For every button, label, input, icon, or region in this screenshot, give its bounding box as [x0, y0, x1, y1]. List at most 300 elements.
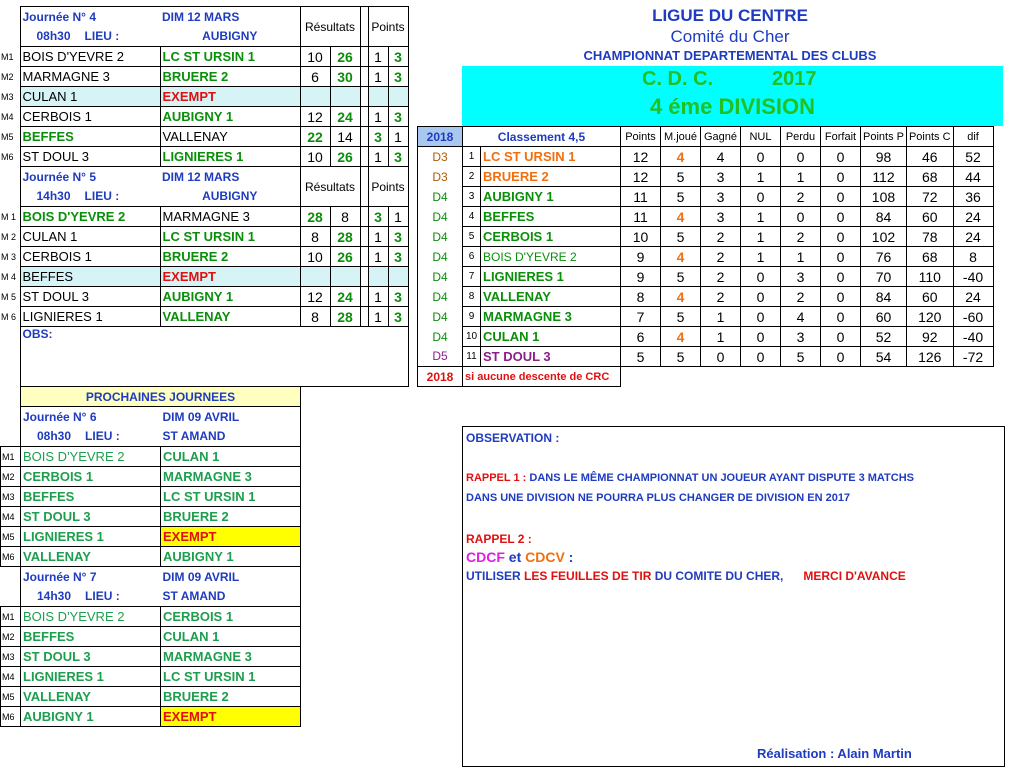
match-number: M4: [1, 507, 21, 527]
match-number: M 4: [0, 267, 20, 287]
points-for: 112: [861, 167, 907, 187]
division-title: 4 éme DIVISION: [649, 94, 816, 119]
away-team: LIGNIERES 1: [160, 147, 300, 167]
points: 9: [621, 247, 661, 267]
wins: 4: [701, 147, 741, 167]
wins: 3: [701, 207, 741, 227]
away-points: 3: [388, 247, 408, 267]
team-name: BRUERE 2: [481, 167, 621, 187]
losses: 1: [781, 247, 821, 267]
match-number: M5: [1, 527, 21, 547]
away-score: 8: [330, 207, 360, 227]
home-team: BEFFES: [21, 627, 161, 647]
points: 5: [621, 347, 661, 367]
home-team: CERBOIS 1: [20, 107, 160, 127]
j4-points-header: Points: [368, 7, 408, 47]
division-label: D4: [418, 267, 463, 287]
forfeits: 0: [821, 247, 861, 267]
home-points: [368, 87, 388, 107]
match-number: M4: [1, 667, 21, 687]
j6-venue: ST AMAND: [161, 427, 301, 447]
home-team: VALLENAY: [21, 547, 161, 567]
wins: 1: [701, 327, 741, 347]
standings-title: Classement 4,5: [463, 127, 621, 147]
away-points: 3: [388, 67, 408, 87]
points-against: 126: [906, 347, 953, 367]
points-for: 84: [861, 287, 907, 307]
upcoming-match: [1, 667, 301, 687]
points-for: 84: [861, 207, 907, 227]
match-number: M 2: [1, 231, 17, 242]
team-name: BOIS D'YEVRE 2: [481, 247, 621, 267]
away-points: 3: [388, 107, 408, 127]
match-number: M 5: [1, 291, 17, 302]
home-team: BEFFES: [20, 127, 160, 147]
et-label: et: [504, 549, 526, 565]
points: 8: [621, 287, 661, 307]
losses: 5: [781, 347, 821, 367]
points: 7: [621, 307, 661, 327]
difference: 24: [953, 207, 993, 227]
team-name: CERBOIS 1: [481, 227, 621, 247]
wins: 3: [701, 167, 741, 187]
difference: 24: [953, 227, 993, 247]
home-team: MARMAGNE 3: [20, 67, 160, 87]
away-team: MARMAGNE 3: [160, 207, 300, 227]
wins: 3: [701, 187, 741, 207]
draws: 1: [741, 167, 781, 187]
home-team: BEFFES: [21, 487, 161, 507]
home-points: 3: [368, 207, 388, 227]
j5-lieu-label: LIEU :: [84, 189, 120, 204]
home-points: 1: [368, 67, 388, 87]
upcoming-match: [1, 487, 301, 507]
losses: 4: [781, 307, 821, 327]
upcoming-match: [1, 527, 301, 547]
home-score: 22: [300, 127, 330, 147]
home-team: LIGNIERES 1: [21, 667, 161, 687]
home-team: VALLENAY: [21, 687, 161, 707]
away-team: BRUERE 2: [161, 687, 301, 707]
match-number: M3: [1, 487, 21, 507]
team-name: VALLENAY: [481, 287, 621, 307]
home-team: CULAN 1: [20, 87, 160, 107]
difference: 52: [953, 147, 993, 167]
home-score: 12: [300, 287, 330, 307]
away-team: LC ST URSIN 1: [161, 487, 301, 507]
division-label: D3: [418, 167, 463, 187]
observation-box: [462, 426, 1005, 767]
obs-label: OBS:: [20, 327, 408, 347]
match-number: M 6: [1, 311, 17, 322]
standings-row: [418, 327, 994, 347]
points-for: 54: [861, 347, 907, 367]
matches-played: 4: [661, 247, 701, 267]
away-team: CULAN 1: [161, 627, 301, 647]
j5-match: [0, 307, 408, 327]
j5-match: [0, 247, 408, 267]
league-title: LIGUE DU CENTRE: [652, 6, 808, 25]
rank: 2: [463, 167, 481, 187]
rank: 6: [463, 247, 481, 267]
wins: 1: [701, 307, 741, 327]
away-score: 24: [330, 107, 360, 127]
standings-row: [418, 287, 994, 307]
j4-match: [0, 67, 408, 87]
forfeits: 0: [821, 287, 861, 307]
draws: 0: [741, 287, 781, 307]
match-number: M2: [1, 467, 21, 487]
draws: 0: [741, 327, 781, 347]
away-team: CULAN 1: [161, 447, 301, 467]
division-label: D4: [418, 187, 463, 207]
matches-played: 5: [661, 267, 701, 287]
division-label: D4: [418, 227, 463, 247]
away-points: [388, 87, 408, 107]
home-points: 3: [368, 127, 388, 147]
draws: 1: [741, 247, 781, 267]
match-number: M3: [1, 647, 21, 667]
home-points: 1: [368, 147, 388, 167]
col-header: Perdu: [781, 127, 821, 147]
matches-played: 4: [661, 287, 701, 307]
away-score: 28: [330, 307, 360, 327]
home-score: [300, 267, 330, 287]
rank: 9: [463, 307, 481, 327]
away-score: 24: [330, 287, 360, 307]
home-team: BOIS D'YEVRE 2: [21, 447, 161, 467]
match-number: M 1: [1, 211, 17, 222]
cdcf-label: CDCF: [466, 549, 505, 565]
rappel1-label: RAPPEL 1 :: [466, 472, 527, 484]
draws: 1: [741, 207, 781, 227]
home-points: 1: [368, 107, 388, 127]
observation-title: OBSERVATION :: [466, 431, 560, 445]
colon-label: :: [564, 549, 574, 565]
rappel2-line1: [466, 549, 573, 565]
matches-played: 4: [661, 207, 701, 227]
match-number: M1: [1, 51, 14, 62]
season-year: 2017: [772, 68, 817, 90]
home-team: ST DOUL 3: [20, 147, 160, 167]
j4-match: [0, 87, 408, 107]
col-header: M.joué: [661, 127, 701, 147]
col-header: Gagné: [701, 127, 741, 147]
division-label: D4: [418, 327, 463, 347]
difference: 36: [953, 187, 993, 207]
points-against: 72: [906, 187, 953, 207]
j5-match: [0, 287, 408, 307]
division-label: D3: [418, 147, 463, 167]
matches-played: 5: [661, 187, 701, 207]
j5-header: [0, 167, 408, 187]
matches-played: 5: [661, 227, 701, 247]
away-team: CERBOIS 1: [161, 607, 301, 627]
points-for: 70: [861, 267, 907, 287]
j5-match: [0, 227, 408, 247]
home-score: 6: [300, 67, 330, 87]
committee-title: Comité du Cher: [670, 27, 790, 46]
losses: 2: [781, 187, 821, 207]
standings-row: [418, 167, 994, 187]
points: 6: [621, 327, 661, 347]
points-against: 68: [906, 167, 953, 187]
rank: 7: [463, 267, 481, 287]
team-name: LC ST URSIN 1: [481, 147, 621, 167]
points-for: 98: [861, 147, 907, 167]
rappel1-line2: DANS UNE DIVISION NE POURRA PLUS CHANGER DE DIVISION EN 2017: [466, 492, 851, 504]
upcoming-match: [1, 447, 301, 467]
upcoming-match: [1, 687, 301, 707]
rank: 5: [463, 227, 481, 247]
away-score: [330, 267, 360, 287]
away-points: 3: [388, 227, 408, 247]
away-team: AUBIGNY 1: [160, 107, 300, 127]
j5-match: [0, 267, 408, 287]
home-score: 8: [300, 227, 330, 247]
j4-match: [0, 127, 408, 147]
home-team: BOIS D'YEVRE 2: [21, 607, 161, 627]
draws: 1: [741, 227, 781, 247]
home-score: [300, 87, 330, 107]
footer-year: 2018: [418, 367, 463, 387]
points-against: 60: [906, 287, 953, 307]
difference: 44: [953, 167, 993, 187]
away-score: [330, 87, 360, 107]
rappel1-line1: [466, 472, 914, 484]
away-points: 1: [388, 127, 408, 147]
upcoming-match: [1, 707, 301, 727]
home-points: 1: [368, 227, 388, 247]
wins: 0: [701, 347, 741, 367]
home-team: ST DOUL 3: [21, 647, 161, 667]
j4-match: [0, 107, 408, 127]
away-points: 3: [388, 147, 408, 167]
draws: 0: [741, 187, 781, 207]
points-against: 78: [906, 227, 953, 247]
away-team: AUBIGNY 1: [161, 547, 301, 567]
j7-date: DIM 09 AVRIL: [161, 567, 301, 587]
division-label: D4: [418, 207, 463, 227]
points-against: 46: [906, 147, 953, 167]
standings-year: 2018: [418, 127, 463, 147]
home-team: CULAN 1: [20, 227, 160, 247]
j5-results-header: Résultats: [300, 167, 360, 207]
j6-time: 08h30: [37, 429, 72, 444]
draws: 0: [741, 347, 781, 367]
rank: 4: [463, 207, 481, 227]
j5-time: 14h30: [36, 189, 71, 204]
away-points: 1: [388, 207, 408, 227]
points: 11: [621, 207, 661, 227]
points: 9: [621, 267, 661, 287]
home-team: ST DOUL 3: [20, 287, 160, 307]
rank: 10: [463, 327, 481, 347]
rank: 3: [463, 187, 481, 207]
j4-header: [0, 7, 408, 27]
difference: -72: [953, 347, 993, 367]
home-team: BEFFES: [20, 267, 160, 287]
standings-row: [418, 207, 994, 227]
home-team: BOIS D'YEVRE 2: [20, 207, 160, 227]
away-team: MARMAGNE 3: [161, 647, 301, 667]
cdcv-label: CDCV: [525, 549, 565, 565]
match-number: M5: [1, 131, 14, 142]
home-score: 12: [300, 107, 330, 127]
away-team: EXEMPT: [160, 267, 300, 287]
forfeits: 0: [821, 267, 861, 287]
away-team: BRUERE 2: [160, 67, 300, 87]
home-team: AUBIGNY 1: [21, 707, 161, 727]
col-header: NUL: [741, 127, 781, 147]
wins: 2: [701, 287, 741, 307]
upcoming-match: [1, 547, 301, 567]
forfeits: 0: [821, 227, 861, 247]
wins: 2: [701, 267, 741, 287]
home-score: 28: [300, 207, 330, 227]
team-name: LIGNIERES 1: [481, 267, 621, 287]
draws: 0: [741, 147, 781, 167]
standings-row: [418, 267, 994, 287]
wins: 2: [701, 227, 741, 247]
j7-lieu-label: LIEU :: [85, 589, 120, 604]
points-for: 52: [861, 327, 907, 347]
upcoming-title: PROCHAINES JOURNEES: [21, 387, 301, 407]
home-score: 8: [300, 307, 330, 327]
home-points: 1: [368, 287, 388, 307]
home-score: 10: [300, 247, 330, 267]
home-points: 1: [368, 307, 388, 327]
match-number: M6: [1, 707, 21, 727]
away-team: EXEMPT: [160, 87, 300, 107]
standings-row: [418, 247, 994, 267]
team-name: AUBIGNY 1: [481, 187, 621, 207]
points: 10: [621, 227, 661, 247]
forfeits: 0: [821, 207, 861, 227]
matches-played: 4: [661, 327, 701, 347]
matches-played: 5: [661, 307, 701, 327]
draws: 0: [741, 267, 781, 287]
away-score: 28: [330, 227, 360, 247]
match-number: M5: [1, 687, 21, 707]
match-number: M 3: [1, 251, 17, 262]
standings-row: [418, 147, 994, 167]
losses: 3: [781, 267, 821, 287]
j4-lieu-label: LIEU :: [84, 29, 120, 44]
away-score: 14: [330, 127, 360, 147]
rappel2-line2: [466, 569, 906, 583]
difference: 24: [953, 287, 993, 307]
forfeits: 0: [821, 347, 861, 367]
away-team: EXEMPT: [161, 527, 301, 547]
upcoming-match: [1, 467, 301, 487]
j4-results-header: Résultats: [300, 7, 360, 47]
realisation-credit: Réalisation : Alain Martin: [757, 746, 912, 761]
away-team: EXEMPT: [161, 707, 301, 727]
match-number: M2: [1, 71, 14, 82]
championship-title: CHAMPIONNAT DEPARTEMENTAL DES CLUBS: [583, 48, 877, 63]
team-name: CULAN 1: [481, 327, 621, 347]
standings-table: [417, 126, 994, 387]
home-team: CERBOIS 1: [20, 247, 160, 267]
away-score: 30: [330, 67, 360, 87]
forfeits: 0: [821, 147, 861, 167]
difference: -40: [953, 267, 993, 287]
matches-played: 5: [661, 347, 701, 367]
standings-row: [418, 347, 994, 367]
j5-match: [0, 207, 408, 227]
home-points: [368, 267, 388, 287]
matches-played: 5: [661, 167, 701, 187]
points-against: 110: [906, 267, 953, 287]
j5-title: Journée N° 5: [20, 167, 160, 187]
col-header: Points P: [861, 127, 907, 147]
points-for: 102: [861, 227, 907, 247]
home-team: LIGNIERES 1: [21, 527, 161, 547]
team-name: MARMAGNE 3: [481, 307, 621, 327]
rappel1-text1: DANS LE MÊME CHAMPIONNAT UN JOUEUR AYANT DISPUTE 3 MATCHS: [526, 472, 914, 484]
away-team: VALLENAY: [160, 307, 300, 327]
home-score: 10: [300, 147, 330, 167]
home-team: BOIS D'YEVRE 2: [20, 47, 160, 67]
matches-played: 4: [661, 147, 701, 167]
away-team: LC ST URSIN 1: [160, 227, 300, 247]
j7-time: 14h30: [37, 589, 72, 604]
away-score: 26: [330, 247, 360, 267]
rank: 11: [463, 347, 481, 367]
col-header: dif: [953, 127, 993, 147]
j5-venue: AUBIGNY: [202, 189, 258, 204]
upcoming-match: [1, 627, 301, 647]
home-team: ST DOUL 3: [21, 507, 161, 527]
losses: 0: [781, 147, 821, 167]
j4-venue: AUBIGNY: [202, 29, 258, 44]
upcoming-match: [1, 607, 301, 627]
forfeits: 0: [821, 187, 861, 207]
away-team: BRUERE 2: [160, 247, 300, 267]
j6-title: Journée N° 6: [21, 407, 161, 427]
j5-date: DIM 12 MARS: [162, 169, 240, 184]
match-number: M1: [1, 607, 21, 627]
losses: 1: [781, 167, 821, 187]
j4-time: 08h30: [36, 29, 71, 44]
rank: 8: [463, 287, 481, 307]
away-points: [388, 267, 408, 287]
away-points: 3: [388, 47, 408, 67]
standings-header: [418, 127, 994, 147]
forfeits: 0: [821, 327, 861, 347]
j4-match: [0, 147, 408, 167]
away-team: LC ST URSIN 1: [161, 667, 301, 687]
difference: -40: [953, 327, 993, 347]
upcoming-match: [1, 507, 301, 527]
col-header: Points: [621, 127, 661, 147]
away-team: LC ST URSIN 1: [160, 47, 300, 67]
losses: 2: [781, 227, 821, 247]
away-points: 3: [388, 307, 408, 327]
rank: 1: [463, 147, 481, 167]
away-score: 26: [330, 47, 360, 67]
away-team: BRUERE 2: [161, 507, 301, 527]
team-name: BEFFES: [481, 207, 621, 227]
home-points: 1: [368, 247, 388, 267]
losses: 3: [781, 327, 821, 347]
division-banner: [462, 66, 1003, 126]
match-number: M3: [0, 87, 20, 107]
merci-text: MERCI D'AVANCE: [803, 569, 906, 583]
away-points: 3: [388, 287, 408, 307]
points-for: 76: [861, 247, 907, 267]
